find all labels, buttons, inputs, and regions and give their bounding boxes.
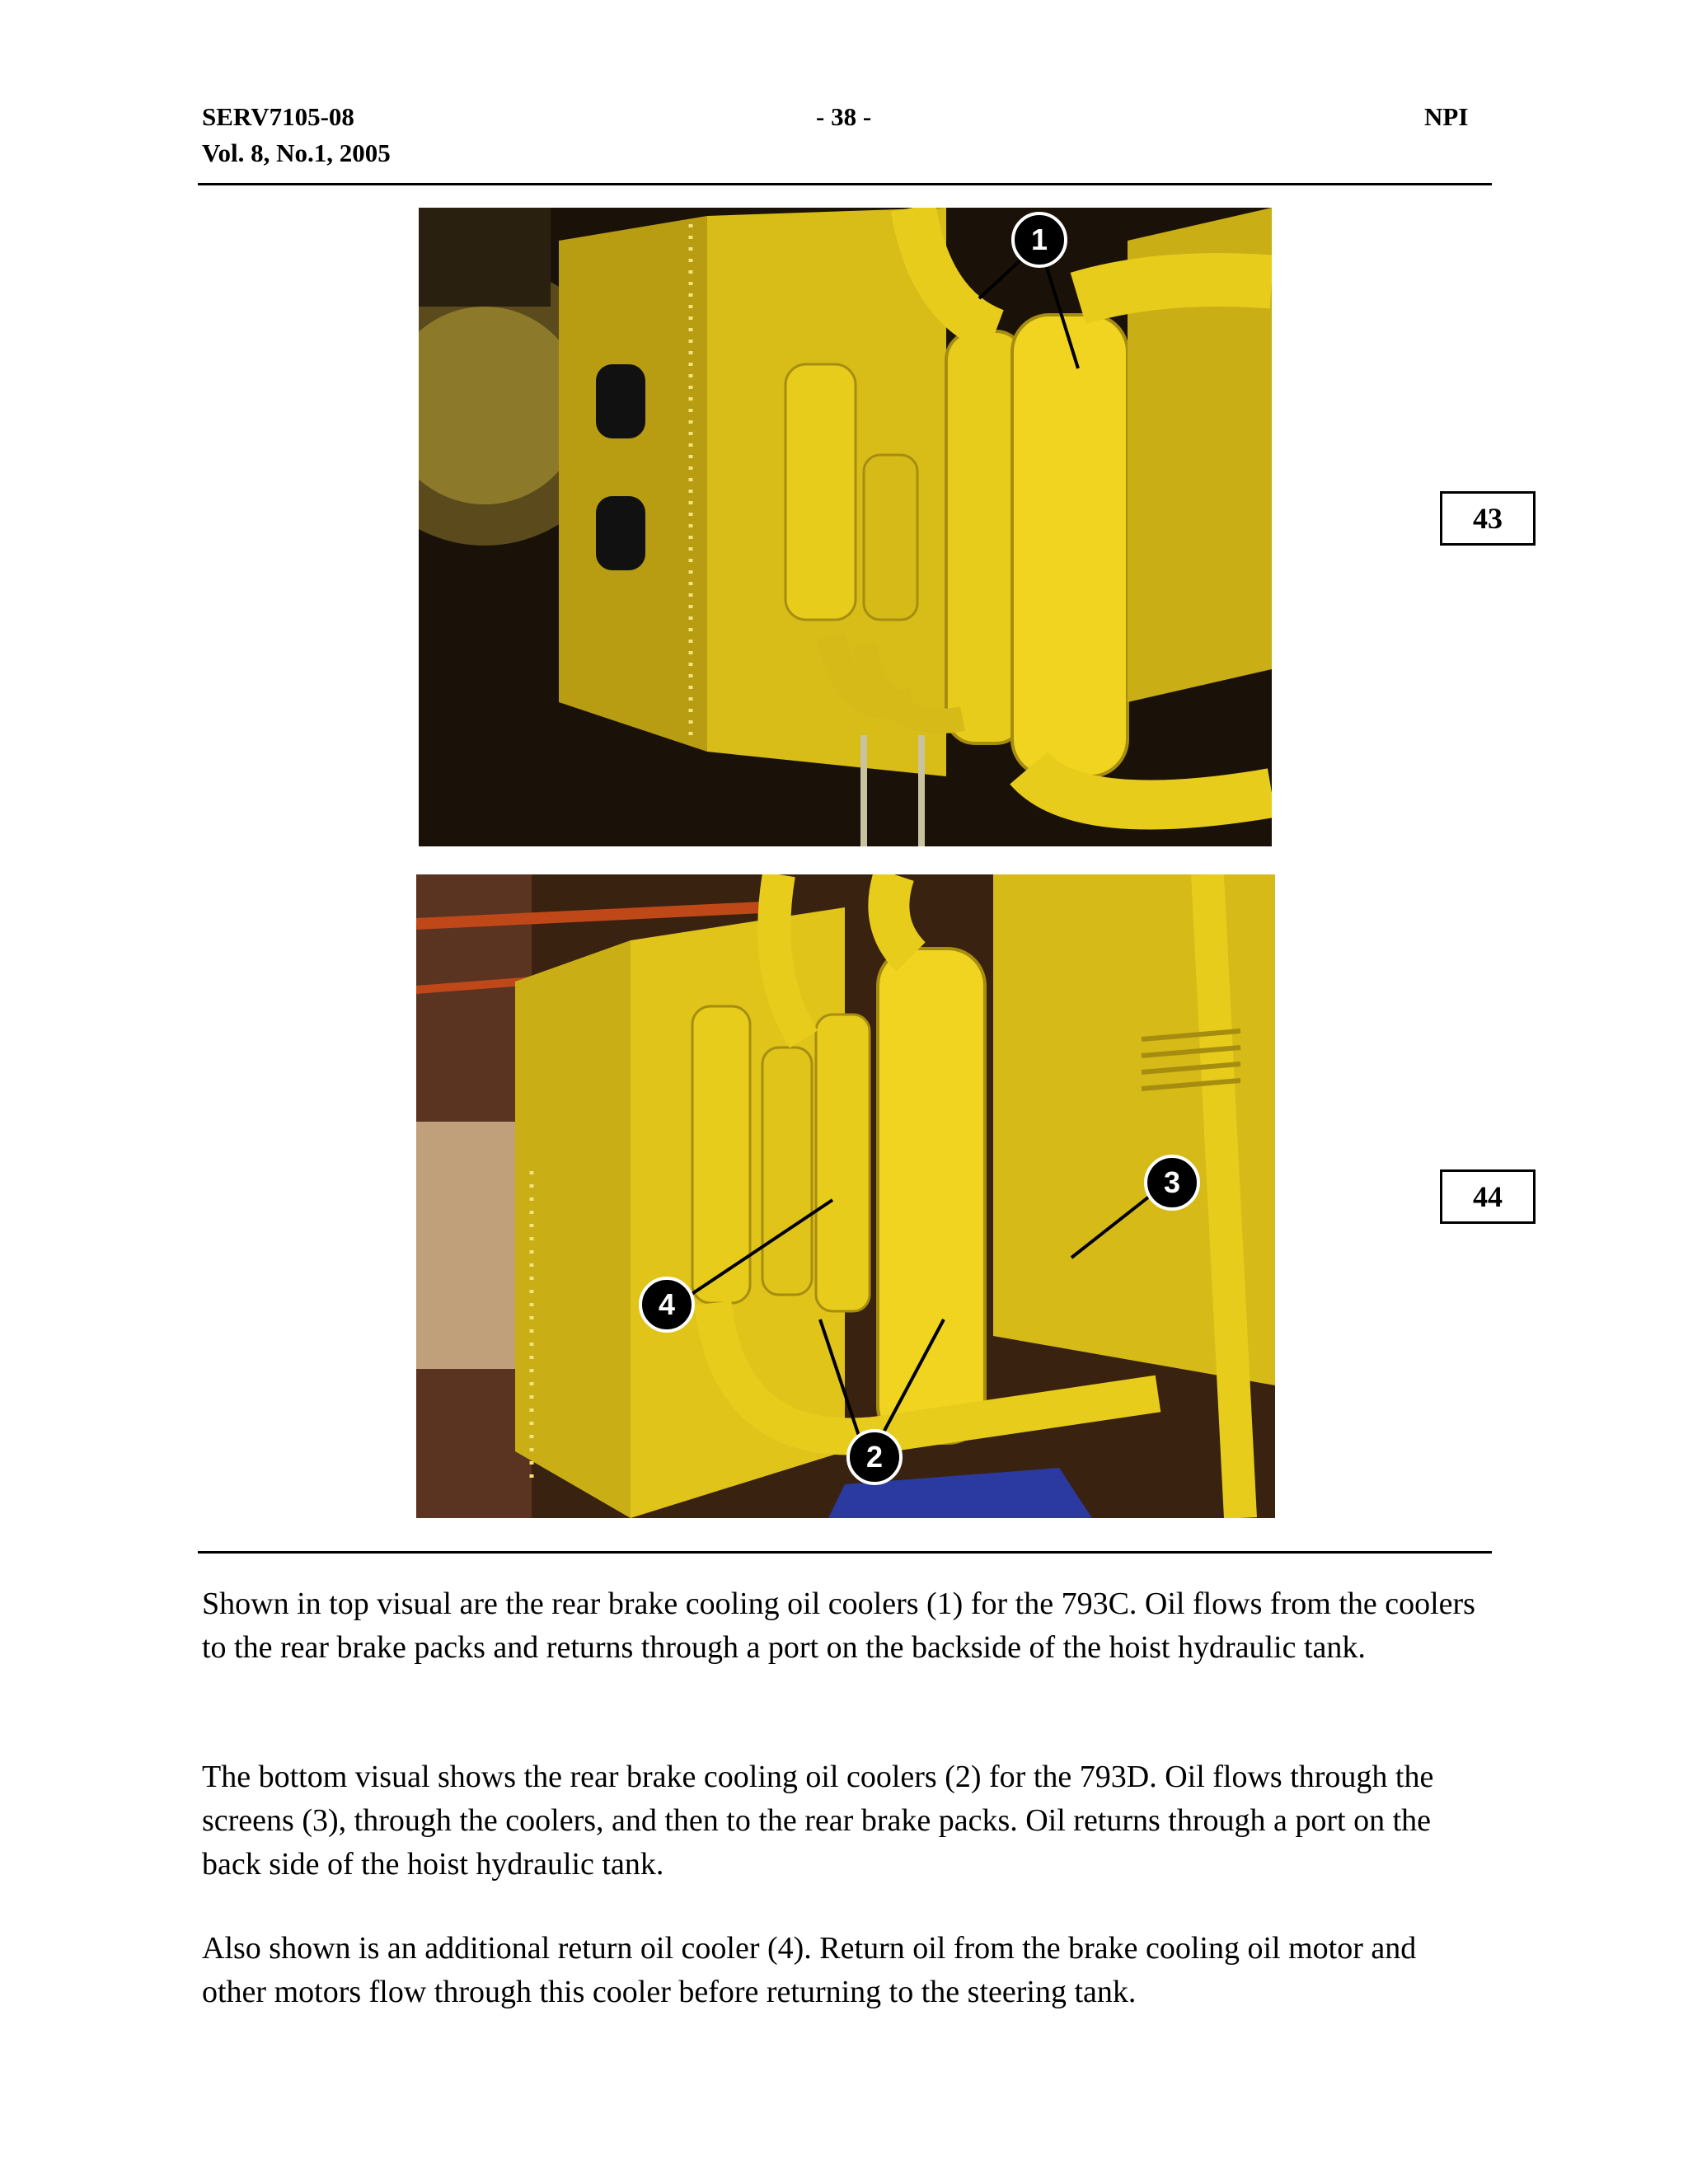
body-paragraph-2: The bottom visual shows the rear brake cooling oil coolers (2) for the 793D. Oil flows through the screens (3), through the coolers, and then to the rear brake packs. Oil returns through a port on the back side of the hoist hydraulic tank.: [202, 1760, 1434, 1882]
photo-top-illustration: [419, 208, 1272, 846]
body-divider: [198, 1551, 1492, 1554]
page-number: - 38 -: [816, 102, 872, 131]
header-divider: [198, 183, 1492, 185]
body-paragraph-3: Also shown is an additional return oil cooler (4). Return oil from the brake cooling oil motor and other motors flow through this cooler before returning to the steering tank.: [202, 1931, 1417, 2009]
photo-bottom-illustration: [416, 874, 1275, 1518]
figure-number-43: 43: [1440, 491, 1536, 546]
photo-793c-brake-coolers: [419, 208, 1272, 846]
body-paragraph-1: Shown in top visual are the rear brake cooling oil coolers (1) for the 793C. Oil flows from the coolers to the rear brake packs and returns through a port on the backside of the hoist hydraulic tank.: [202, 1586, 1475, 1665]
photo-793d-brake-coolers: [416, 874, 1275, 1518]
callout-2: 2: [846, 1429, 903, 1485]
figure-number-44: 44: [1440, 1169, 1536, 1224]
callout-4: 4: [639, 1277, 695, 1333]
callout-3: 3: [1144, 1155, 1200, 1211]
callout-1: 1: [1011, 212, 1067, 268]
organization-label: NPI: [1424, 102, 1469, 131]
document-volume: Vol. 8, No.1, 2005: [202, 138, 391, 167]
document-id: SERV7105-08: [202, 102, 354, 131]
